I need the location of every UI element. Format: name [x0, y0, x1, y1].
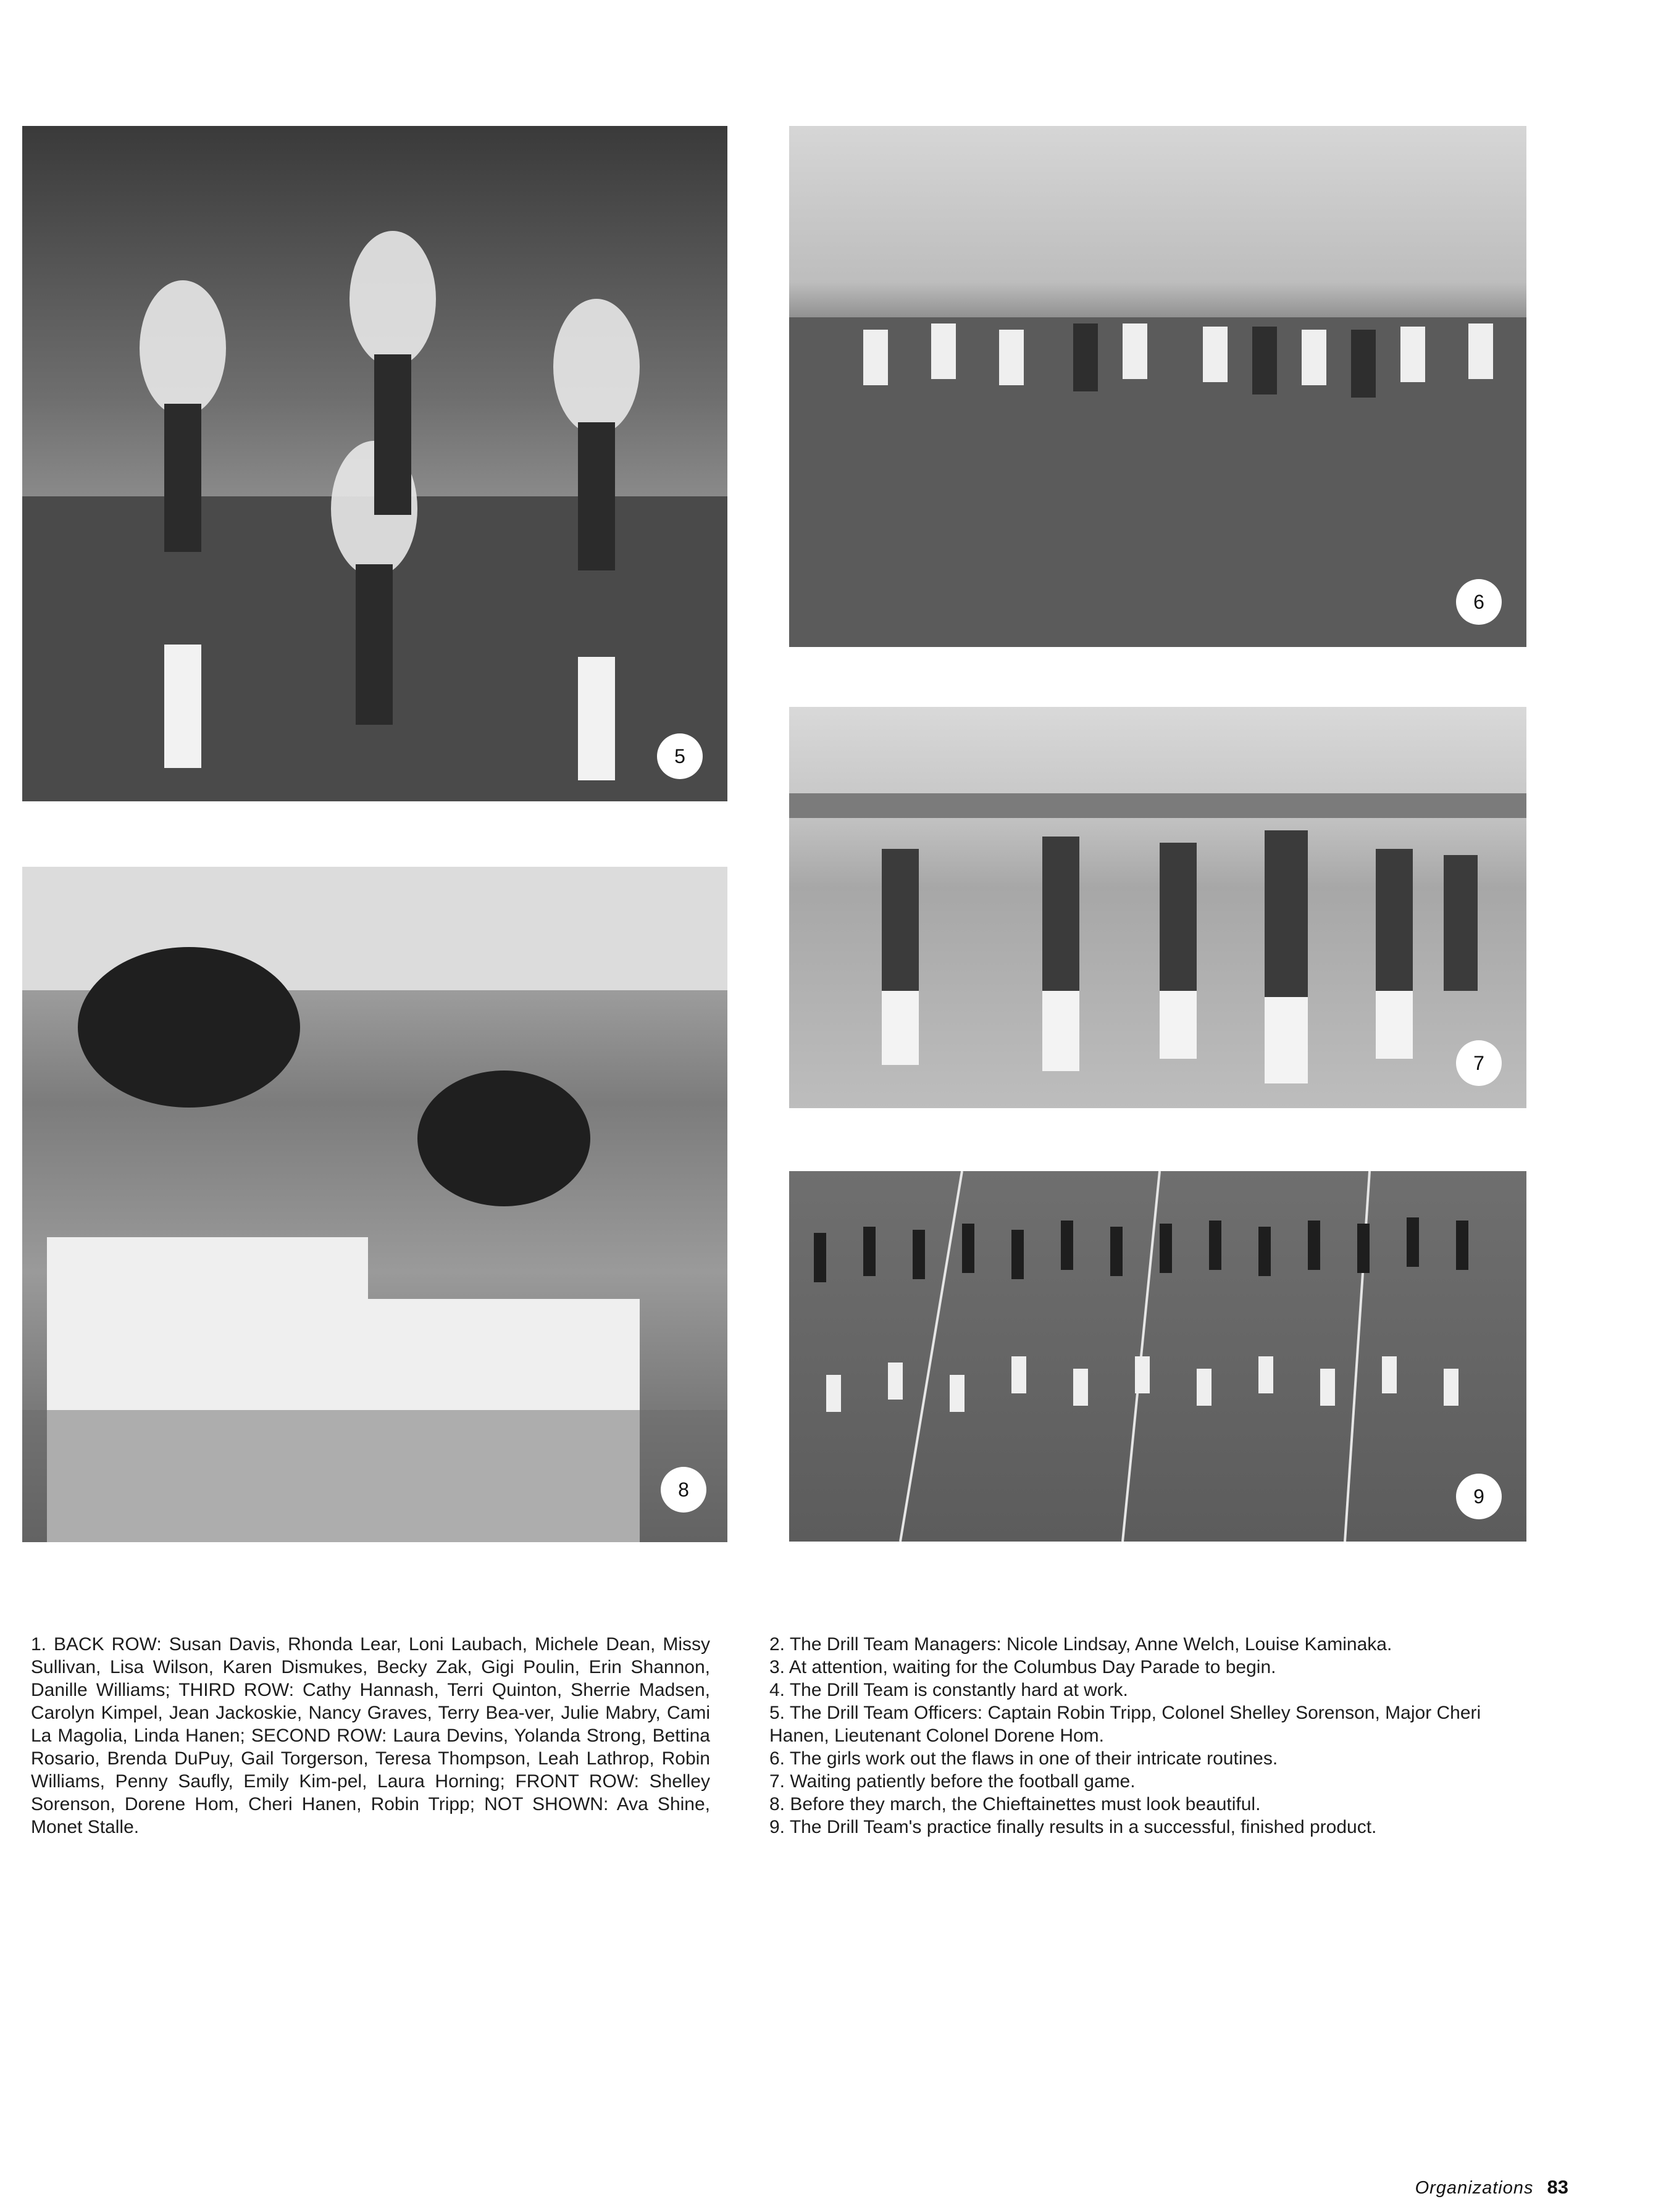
- photo-6-illustration: [789, 126, 1526, 647]
- caption-item: 4. The Drill Team is constantly hard at work.: [769, 1680, 1128, 1700]
- photo-number-badge: 9: [1456, 1474, 1502, 1519]
- photo-waiting-before-game: [789, 707, 1526, 1108]
- photo-number-badge: 8: [661, 1467, 706, 1513]
- photo-drill-team-officers: [22, 126, 727, 801]
- photo-number-badge: 6: [1456, 579, 1502, 625]
- caption-item: 2. The Drill Team Managers: Nicole Lindsay, Anne Welch, Louise Kaminaka.: [769, 1634, 1392, 1655]
- caption-item: 3. At attention, waiting for the Columbus Day Parade to begin.: [769, 1657, 1276, 1677]
- caption-list: [769, 1633, 1529, 1838]
- caption-item: 7. Waiting patiently before the football game.: [769, 1771, 1136, 1792]
- page-number: 83: [1547, 2176, 1568, 2198]
- caption-roster-text: 1. BACK ROW: Susan Davis, Rhonda Lear, Loni Laubach, Michele Dean, Missy Sullivan, Lisa Wilson, Karen Dismukes, Becky Zak, Gigi Poulin, Erin Shannon, Danille Williams; THIRD ROW: Cathy Hannash, Terri Quinton, Sherrie Madsen, Carolyn Kimpel, Jean Jackoskie, Nancy Graves, Terry Bea-ver, Julie Mabry, Cami La Magolia, Linda Hanen; SECOND ROW: Laura Devins, Yolanda Strong, Bettina Rosario, Brenda DuPuy, Gail Torgerson, Teresa Thompson, Leah Lathrop, Robin Williams, Penny Saufly, Emily Kim-pel, Laura Horning; FRONT ROW: Shelley Sorenson, Dorene Hom, Cheri Hanen, Robin Tripp; NOT SHOWN: Ava Shine, Monet Stalle.: [31, 1634, 710, 1837]
- photo-finished-product: [789, 1171, 1526, 1542]
- photo-number-badge: 5: [657, 733, 703, 779]
- caption-item: 5. The Drill Team Officers: Captain Robin Tripp, Colonel Shelley Sorenson, Major Cheri Hanen, Lieutenant Colonel Dorene Hom.: [769, 1703, 1481, 1746]
- caption-roster: [31, 1633, 710, 1838]
- photo-routine-practice: [789, 126, 1526, 647]
- caption-item: 6. The girls work out the flaws in one of their intricate routines.: [769, 1748, 1278, 1769]
- caption-item: 9. The Drill Team's practice finally results in a successful, finished product.: [769, 1817, 1377, 1837]
- section-name: Organizations: [1415, 2178, 1534, 2198]
- photo-9-illustration: [789, 1171, 1526, 1542]
- photo-8-illustration: [22, 867, 727, 1542]
- photo-getting-ready: [22, 867, 727, 1542]
- caption-item: 8. Before they march, the Chieftainettes must look beautiful.: [769, 1794, 1261, 1814]
- photo-7-illustration: [789, 707, 1526, 1108]
- photo-number-badge: 7: [1456, 1040, 1502, 1086]
- page-footer: [1415, 2176, 1568, 2198]
- photo-5-illustration: [22, 126, 727, 801]
